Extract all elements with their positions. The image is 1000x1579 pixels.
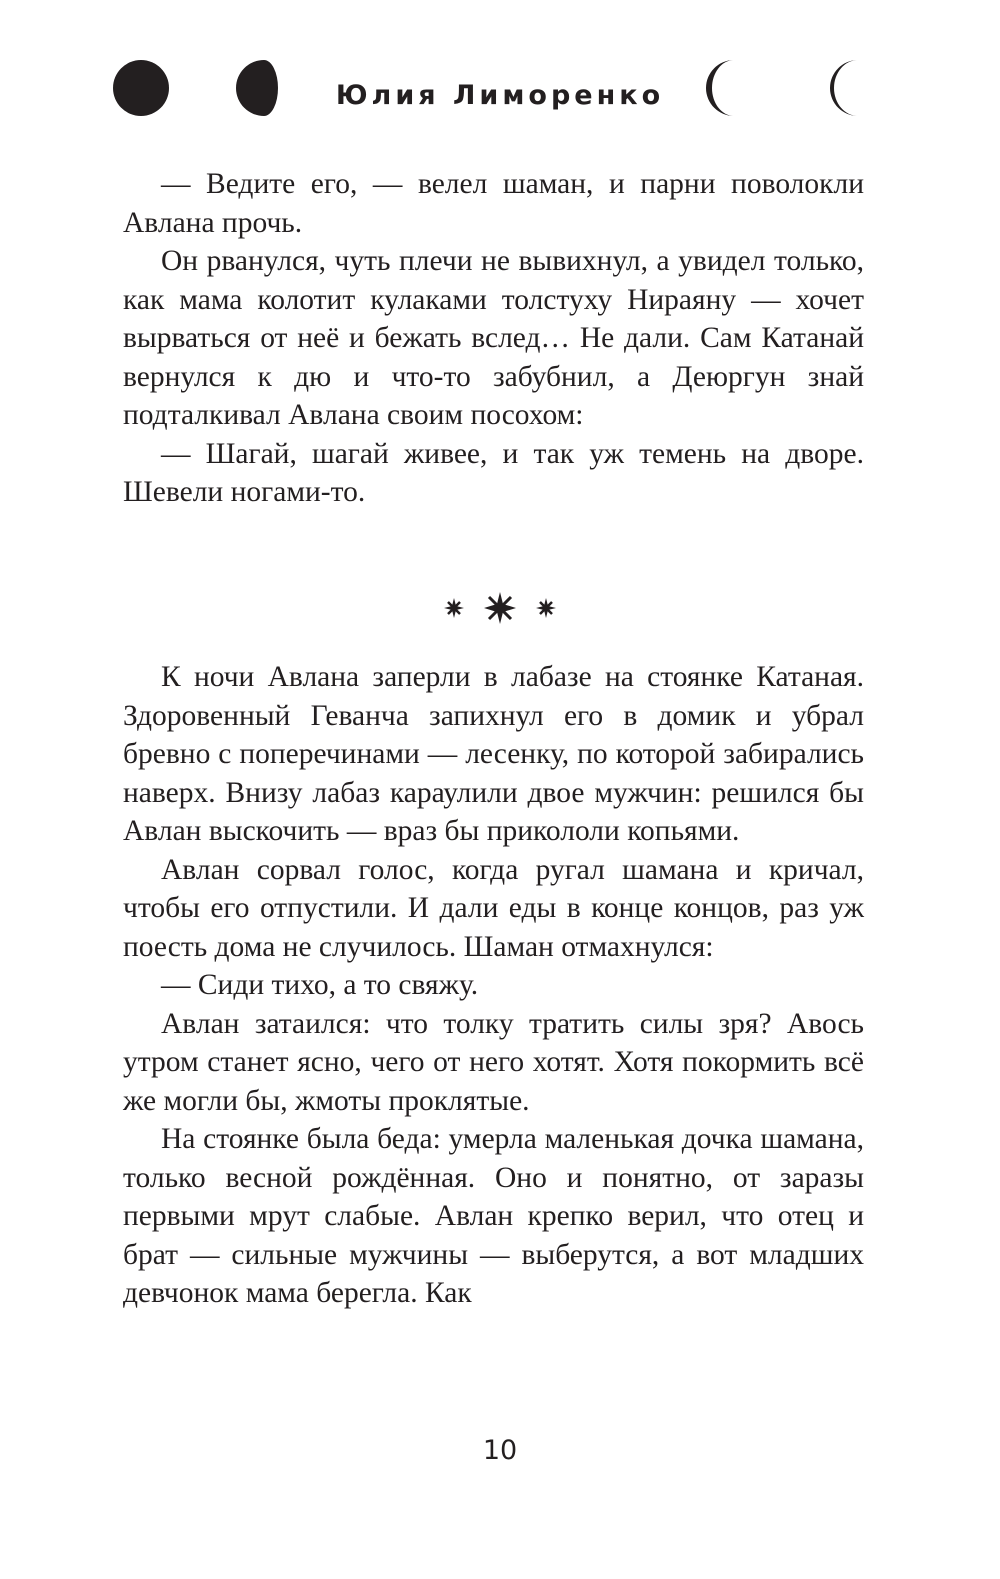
paragraph: Авлан сорвал голос, когда ругал шамана и кричал, чтобы его отпустили. И дали еды в конце концов, раз уж поесть дома не случилось. Шаман отмахнулся:	[123, 853, 864, 963]
full-moon-icon	[113, 60, 169, 116]
paragraph: — Сиди тихо, а то свяжу.	[161, 969, 479, 1001]
paragraph: — Ведите его, — велел шаман, и парни поволокли Авлана прочь.	[123, 168, 864, 239]
paragraph: — Шагай, шагай живее, и так уж темень на дворе. Шевели ногами-то.	[123, 437, 864, 508]
text-block-top	[123, 165, 864, 512]
page-header	[0, 0, 1000, 160]
text-block-bottom	[123, 658, 864, 1313]
crescent-moon-icon	[706, 60, 762, 116]
waning-gibbous-moon-icon	[236, 60, 292, 116]
thin-crescent-moon-icon	[826, 60, 882, 116]
running-head: Юлия Лиморенко	[335, 80, 665, 111]
three-stars-icon	[430, 588, 570, 628]
paragraph: К ночи Авлана заперли в лабазе на стоянке Катаная. Здоровенный Геванча запихнул его в домик и убрал бревно с поперечинами — лесенку, по которой забирались наверх. Внизу лабаз караулили двое мужчин: решился бы Авлан выскочить — враз бы прикололи копьями.	[123, 661, 864, 847]
paragraph: На стоянке была беда: умерла маленькая дочка шамана, только весной рождённая. Оно и понятно, от заразы первыми мрут слабые. Авлан крепко верил, что отец и брат — сильные мужчины — выберутся, а вот младших девчонок мама берегла. Как	[123, 1123, 864, 1309]
section-separator	[430, 588, 570, 628]
paragraph: Авлан затаился: что толку тратить силы зря? Авось утром станет ясно, чего от него хотят. Хотя покормить всё же могли бы, жмоты проклятые.	[123, 1007, 864, 1117]
paragraph: Он рванулся, чуть плечи не вывихнул, а увидел только, как мама колотит кулаками толстуху Нираяну — хочет вырваться от неё и бежать вслед… Не дали. Сам Катанай вернулся к дю и что-то забубнил, а Деюргун знай подталкивал Авлана своим посохом:	[123, 245, 864, 431]
page-number: 10	[482, 1435, 518, 1466]
